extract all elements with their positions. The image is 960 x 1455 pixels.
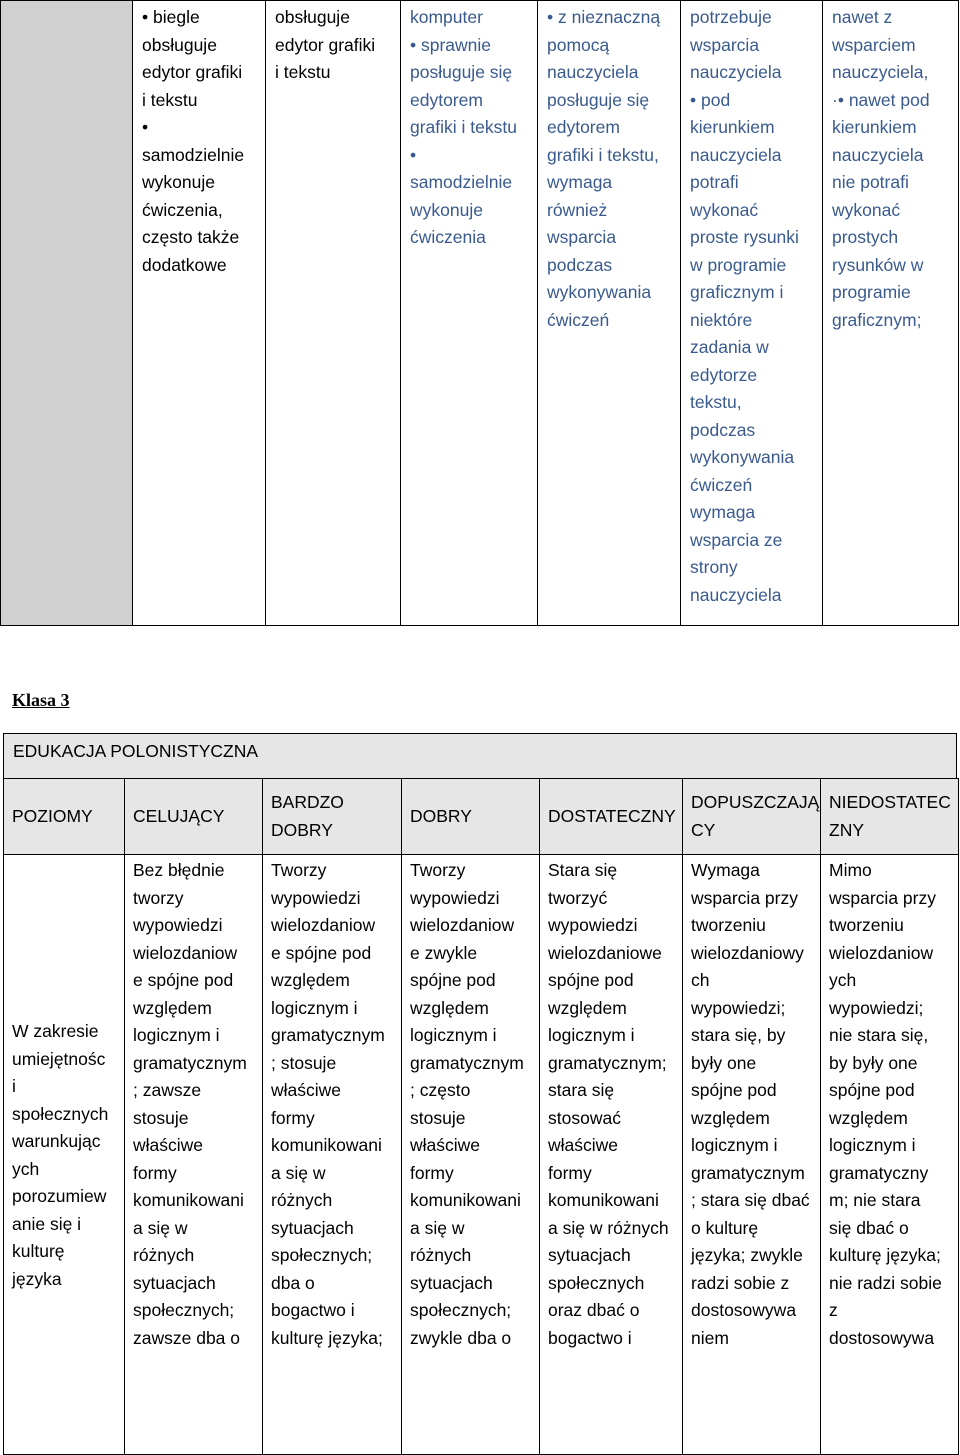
text-line: graficznym;: [832, 309, 922, 330]
text-line: gramatycznym: [271, 1025, 385, 1045]
text-line: DOSTATECZNY: [548, 805, 676, 826]
text-line: wsparcia ze: [690, 529, 783, 550]
text-line: nawet z: [832, 7, 893, 27]
text-line: kulturę języka;: [271, 1327, 383, 1348]
subject-title: EDUKACJA POLONISTYCZNA: [3, 733, 957, 779]
text-line: wielozdaniow: [410, 915, 515, 935]
text-line: stosować: [548, 1107, 621, 1128]
text-line: anie się i: [12, 1213, 82, 1234]
text-line: wymaga: [690, 502, 756, 522]
text-line: wykonuje: [410, 199, 483, 220]
text-line: względem: [133, 997, 212, 1018]
text-line: oraz dbać o: [548, 1300, 640, 1320]
text-line: ych: [12, 1158, 40, 1179]
text-line: wykonać: [690, 199, 759, 220]
text-line: ćwiczenia: [410, 227, 486, 247]
text-line: CELUJĄCY: [133, 805, 225, 826]
text-line: wypowiedzi: [410, 887, 500, 908]
text-line: różnych: [133, 1245, 195, 1265]
header-dobry: [402, 779, 540, 855]
text-line: nauczyciela,: [832, 62, 929, 82]
cell-dobry: [402, 855, 540, 1455]
text-line: języka; zwykle: [691, 1245, 803, 1265]
text-line: wsparcia przy: [829, 887, 936, 908]
text-line: i tekstu: [275, 62, 331, 82]
text-line: bogactwo i: [271, 1300, 355, 1320]
text-line: spójne pod: [410, 970, 496, 990]
text-line: niektóre: [690, 309, 753, 330]
text-line: sytuacjach: [410, 1272, 493, 1293]
text-line: wielozdaniowy: [691, 942, 804, 963]
text-line: grafiki i tekstu: [410, 117, 517, 137]
text-line: komunikowani: [548, 1190, 659, 1210]
text-line: wypowiedzi;: [829, 997, 924, 1018]
text-line: obsługuje: [142, 34, 217, 55]
text-line: gramatycznym;: [548, 1052, 667, 1073]
text-line: wielozdaniow: [133, 942, 238, 963]
text-line: •: [410, 144, 417, 165]
text-line: ćwiczenia,: [142, 199, 223, 220]
header-celujacy: [125, 779, 263, 855]
text-line: komunikowani: [271, 1135, 382, 1155]
text-line: posługuje się: [547, 89, 650, 110]
text-line: a się w: [133, 1217, 188, 1238]
top-cell-2: [266, 1, 401, 626]
text-line: formy: [271, 1107, 315, 1128]
text-line: względem: [829, 1107, 908, 1128]
text-line: wypowiedzi;: [691, 997, 786, 1018]
text-line: wykonać: [832, 199, 901, 220]
text-line: a się w różnych: [548, 1217, 669, 1238]
text-line: logicznym i: [133, 1025, 220, 1045]
text-line: wielozdaniow: [271, 915, 376, 935]
cell-dopuszczajacy: [683, 855, 821, 1455]
text-line: tworzy: [133, 887, 184, 908]
text-line: Mimo: [829, 860, 872, 880]
text-line: się dbać o: [829, 1217, 909, 1238]
text-line: sytuacjach: [548, 1245, 631, 1265]
text-line: nie potrafi: [832, 172, 909, 192]
text-line: warunkując: [12, 1131, 101, 1151]
text-line: dostosowywa: [829, 1327, 935, 1348]
text-line: komputer: [410, 7, 483, 27]
text-line: wypowiedzi: [271, 887, 361, 908]
text-line: edytorze: [690, 364, 758, 385]
text-line: nauczyciela: [547, 62, 639, 82]
text-line: często także: [142, 227, 240, 247]
text-line: właściwe: [271, 1080, 342, 1100]
text-line: Stara się: [548, 860, 618, 880]
text-line: stosuje: [410, 1107, 466, 1128]
top-cell-5: [681, 1, 823, 626]
text-line: sytuacjach: [271, 1217, 354, 1238]
text-line: bogactwo i: [548, 1327, 632, 1348]
text-line: prostych: [832, 227, 899, 247]
cell-niedostateczny: [821, 855, 959, 1455]
grades-body-row: [4, 855, 959, 1455]
text-line: nauczyciela: [690, 62, 782, 82]
text-line: stara się, by: [691, 1025, 786, 1045]
text-line: logicznym i: [410, 1025, 497, 1045]
text-line: strony: [690, 557, 738, 577]
text-line: właściwe: [410, 1135, 481, 1155]
text-line: • sprawnie: [410, 34, 492, 55]
gray-level-cell: [1, 1, 133, 626]
text-line: POZIOMY: [12, 805, 93, 826]
text-line: • biegle: [142, 7, 200, 27]
text-line: a się w: [410, 1217, 465, 1238]
text-line: gramatycznym: [410, 1052, 524, 1073]
text-line: i: [12, 1076, 16, 1096]
text-line: • pod: [690, 89, 731, 110]
text-line: nauczyciela: [690, 584, 782, 605]
text-line: samodzielnie: [410, 172, 513, 192]
text-line: dba o: [271, 1272, 315, 1293]
text-line: kulturę: [12, 1241, 65, 1261]
text-line: obsługuje: [275, 7, 350, 27]
text-line: ; zawsze: [133, 1080, 202, 1100]
text-line: posługuje się: [410, 62, 513, 82]
text-line: kierunkiem: [690, 117, 775, 137]
scope-cell: [4, 855, 125, 1455]
text-line: nauczyciela: [690, 144, 782, 165]
text-line: a się w: [271, 1162, 326, 1183]
text-line: samodzielnie: [142, 144, 245, 165]
text-line: z: [829, 1300, 838, 1320]
text-line: języka: [12, 1268, 62, 1289]
text-line: Tworzy: [271, 860, 327, 880]
text-line: kierunkiem: [832, 117, 917, 137]
text-line: nie radzi sobie: [829, 1272, 942, 1293]
cell-dostateczny: [540, 855, 683, 1455]
text-line: potrafi: [690, 172, 739, 192]
cell-bardzo-dobry: [263, 855, 402, 1455]
text-line: wielozdaniowe: [548, 942, 662, 963]
text-line: społecznych: [12, 1103, 109, 1124]
text-line: o kulturę: [691, 1217, 759, 1238]
text-line: Wymaga: [691, 860, 760, 880]
text-line: spójne pod: [829, 1080, 915, 1100]
text-line: wykonuje: [142, 172, 215, 192]
text-line: właściwe: [548, 1135, 619, 1155]
top-continuation-table: [0, 0, 959, 626]
text-line: formy: [410, 1162, 454, 1183]
text-line: potrzebuje: [690, 7, 772, 27]
text-line: tworzyć: [548, 887, 608, 908]
top-cell-3: [401, 1, 538, 626]
text-line: kulturę języka;: [829, 1245, 941, 1265]
text-line: społecznych;: [410, 1300, 512, 1320]
top-cell-4: [538, 1, 681, 626]
text-line: edytorem: [547, 117, 620, 137]
text-line: ; stosuje: [271, 1052, 337, 1073]
top-table-row: [1, 1, 959, 626]
text-line: podczas: [690, 419, 756, 440]
text-line: grafiki i tekstu,: [547, 144, 659, 165]
text-line: m; nie stara: [829, 1190, 921, 1210]
text-line: ćwiczeń: [547, 309, 610, 330]
text-line: e spójne pod: [271, 942, 372, 963]
text-line: komunikowani: [133, 1190, 244, 1210]
text-line: pomocą: [547, 34, 610, 55]
text-line: komunikowani: [410, 1190, 521, 1210]
header-levels: [4, 779, 125, 855]
text-line: spójne pod: [691, 1080, 777, 1100]
text-line: względem: [548, 997, 627, 1018]
grades-table: [3, 778, 959, 1455]
text-line: porozumiew: [12, 1186, 107, 1206]
text-line: ·• nawet pod: [832, 89, 930, 110]
text-line: nauczyciela: [832, 144, 924, 165]
text-line: rysunków w: [832, 254, 924, 275]
text-line: podczas: [547, 254, 613, 275]
text-line: • z nieznaczną: [547, 7, 661, 27]
text-line: dostosowywa: [691, 1300, 797, 1320]
text-line: sytuacjach: [133, 1272, 216, 1293]
text-line: społecznych: [548, 1272, 645, 1293]
text-line: by były one: [829, 1052, 918, 1073]
text-line: ; często: [410, 1080, 471, 1100]
text-line: ; stara się dbać: [691, 1190, 810, 1210]
text-line: zadania w: [690, 337, 769, 357]
text-line: NIEDOSTATEC: [829, 792, 951, 812]
header-niedostateczny: [821, 779, 959, 855]
text-line: zawsze dba o: [133, 1327, 241, 1348]
text-line: różnych: [271, 1190, 333, 1210]
text-line: społecznych;: [133, 1300, 235, 1320]
text-line: ch: [691, 970, 710, 990]
text-line: nie stara się,: [829, 1025, 929, 1045]
text-line: ZNY: [829, 819, 864, 840]
text-line: umiejętnośc: [12, 1048, 106, 1069]
klasa-heading: Klasa 3: [12, 690, 70, 710]
text-line: względem: [271, 970, 350, 990]
top-cell-1: [133, 1, 266, 626]
text-line: względem: [691, 1107, 770, 1128]
text-line: wsparcia: [690, 34, 760, 55]
text-line: DOBRY: [271, 819, 333, 840]
text-line: programie: [832, 282, 911, 302]
text-line: również: [547, 199, 608, 220]
text-line: wykonywania: [690, 447, 795, 467]
text-line: W zakresie: [12, 1021, 99, 1041]
text-line: dodatkowe: [142, 254, 227, 275]
text-line: wykonywania: [547, 282, 652, 302]
text-line: gramatycznym: [691, 1162, 805, 1183]
text-line: graficznym i: [690, 282, 784, 302]
text-line: i tekstu: [142, 89, 198, 110]
text-line: formy: [548, 1162, 592, 1183]
text-line: logicznym i: [271, 997, 358, 1018]
text-line: logicznym i: [691, 1135, 778, 1155]
text-line: w programie: [690, 254, 787, 275]
text-line: gramatycznym: [133, 1052, 247, 1073]
text-line: wypowiedzi: [548, 915, 638, 935]
text-line: spójne pod: [548, 970, 634, 990]
text-line: edytorem: [410, 89, 483, 110]
text-line: edytor grafiki: [142, 62, 243, 82]
text-line: formy: [133, 1162, 177, 1183]
text-line: BARDZO: [271, 792, 344, 812]
text-line: stara się: [548, 1080, 615, 1100]
text-line: edytor grafiki: [275, 34, 376, 55]
text-line: wsparcia: [547, 227, 617, 247]
text-line: CY: [691, 819, 716, 840]
text-line: radzi sobie z: [691, 1272, 790, 1293]
text-line: wsparciem: [832, 34, 916, 55]
text-line: zwykle dba o: [410, 1327, 512, 1348]
top-cell-6: [823, 1, 959, 626]
text-line: tekstu,: [690, 392, 742, 412]
text-line: wymaga: [547, 172, 613, 192]
text-line: różnych: [410, 1245, 472, 1265]
text-line: e spójne pod: [133, 970, 234, 990]
text-line: właściwe: [133, 1135, 204, 1155]
text-line: gramatyczny: [829, 1162, 929, 1183]
text-line: wypowiedzi: [133, 915, 223, 935]
grades-header-row: [4, 779, 959, 855]
text-line: proste rysunki: [690, 227, 799, 247]
text-line: stosuje: [133, 1107, 189, 1128]
cell-celujacy: [125, 855, 263, 1455]
text-line: społecznych;: [271, 1245, 373, 1265]
header-dostateczny: [540, 779, 683, 855]
text-line: Bez błędnie: [133, 860, 225, 880]
text-line: logicznym i: [829, 1135, 916, 1155]
text-line: niem: [691, 1327, 729, 1348]
text-line: ych: [829, 970, 857, 990]
header-dopuszczajacy: [683, 779, 821, 855]
text-line: względem: [410, 997, 489, 1018]
text-line: były one: [691, 1052, 757, 1073]
text-line: DOBRY: [410, 805, 472, 826]
text-line: DOPUSZCZAJĄ: [691, 792, 820, 812]
text-line: wsparcia przy: [691, 887, 798, 908]
text-line: ćwiczeń: [690, 474, 753, 495]
header-bardzo-dobry: [263, 779, 402, 855]
text-line: Tworzy: [410, 860, 466, 880]
text-line: tworzeniu: [829, 915, 904, 935]
text-line: e zwykle: [410, 942, 478, 963]
text-line: •: [142, 117, 149, 137]
text-line: tworzeniu: [691, 915, 766, 935]
text-line: wielozdaniow: [829, 942, 934, 963]
text-line: logicznym i: [548, 1025, 635, 1045]
